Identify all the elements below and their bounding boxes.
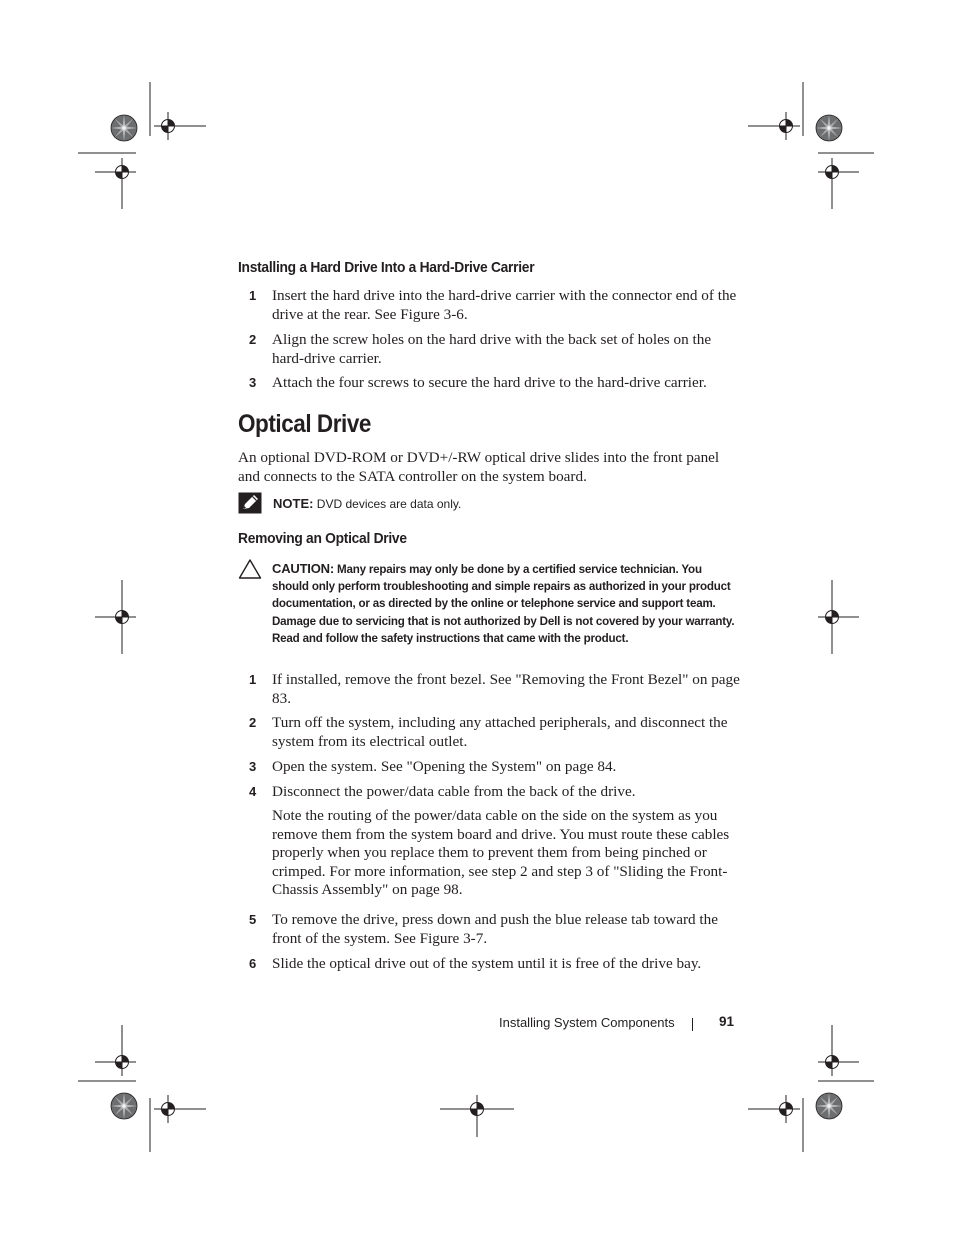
section-heading-removing-optical-drive: Removing an Optical Drive (238, 530, 407, 547)
registration-mark-icon (748, 82, 874, 209)
step-number: 3 (249, 759, 257, 774)
step-text: Turn off the system, including any attached peripherals, and disconnect the system from its electrical outlet. (272, 714, 728, 750)
footer-divider (692, 1018, 693, 1031)
note-text: DVD devices are data only. (316, 497, 462, 511)
step-text: To remove the drive, press down and push the blue release tab toward the front of the system. See Figure 3-7. (272, 911, 718, 947)
step-text: Disconnect the power/data cable from the back of the drive. (272, 783, 636, 800)
page-number: 91 (719, 1014, 735, 1029)
registration-mark-icon (440, 1095, 514, 1137)
registration-mark-icon (78, 82, 206, 209)
step-text: Slide the optical drive out of the system until it is free of the drive bay. (272, 955, 702, 972)
registration-mark-icon (95, 580, 136, 654)
step-number: 1 (249, 288, 257, 303)
caution-text: Many repairs may only be done by a certified service technician. You should only perform troubleshooting and simple repairs as authorized in your product documentation, or as directed by the online or telephone service and support team. Damage due to servicing that is not authorized by Dell is not covered by your warranty. Read and follow the safety instructions that came with the product. (272, 563, 735, 645)
step-4-note-paragraph: Note the routing of the power/data cable on the side on the system as you remove them from the system board and drive. You must route these cables properly when you replace them to prevent them from being pinched or crimped. For more information, see step 2 and step 3 of "Sliding the Front-Chassis Assembly" on page 98. (272, 807, 730, 899)
step-number: 1 (249, 672, 257, 687)
section-heading-optical-drive: Optical Drive (238, 410, 371, 438)
intro-paragraph: An optional DVD-ROM or DVD+/-RW optical drive slides into the front panel and connects to the SATA controller on the system board. (238, 449, 720, 485)
step-number: 2 (249, 715, 257, 730)
note-box (238, 492, 738, 516)
registration-mark-icon (78, 1025, 206, 1152)
caution-label: CAUTION: (272, 561, 334, 576)
footer-chapter-title: Installing System Components (499, 1015, 675, 1030)
note-label: NOTE: (273, 496, 314, 511)
step-text: Align the screw holes on the hard drive with the back set of holes on the hard-drive carrier. (272, 331, 712, 367)
section-heading-install-hard-drive: Installing a Hard Drive Into a Hard-Drive Carrier (238, 259, 535, 276)
step-number: 3 (249, 375, 257, 390)
step-number: 2 (249, 332, 257, 347)
registration-mark-icon (748, 1025, 874, 1152)
step-number: 5 (249, 912, 257, 927)
step-text: Open the system. See "Opening the System" on page 84. (272, 758, 617, 775)
registration-mark-icon (818, 580, 859, 654)
step-text: Insert the hard drive into the hard-drive carrier with the connector end of the drive at the rear. See Figure 3-6. (272, 287, 737, 323)
step-text: If installed, remove the front bezel. See "Removing the Front Bezel" on page 83. (272, 671, 740, 707)
note-pencil-icon (238, 492, 262, 519)
step-text: Attach the four screws to secure the hard drive to the hard-drive carrier. (272, 374, 707, 391)
caution-triangle-icon (238, 558, 262, 585)
step-number: 6 (249, 956, 257, 971)
step-number: 4 (249, 784, 257, 799)
